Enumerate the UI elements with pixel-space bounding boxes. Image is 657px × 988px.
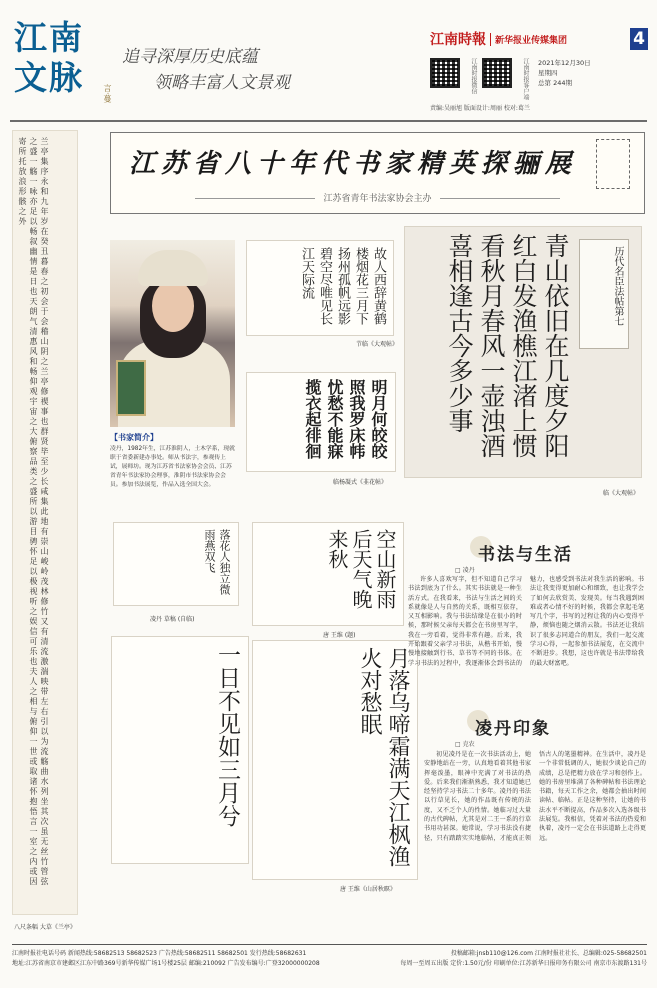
portrait-hat [138, 250, 208, 286]
app-qr-code-icon[interactable] [482, 58, 512, 88]
artwork-1-calligraphy: 故人西辞黄鹤楼烟花三月下扬州孤帆远影碧空尽唯见长江天际流 [299, 247, 386, 325]
artwork-3[interactable] [404, 226, 642, 478]
slogan-line-1: 追寻深厚历史底蕴 [122, 47, 258, 67]
artwork-3-calligraphy: 青山依旧在几度夕阳红白发渔樵江渚上惯看秋月春风一壶浊酒喜相逢古今多少事 [445, 233, 570, 458]
artwork-4-calligraphy: 落花人独立微雨燕双飞 [203, 529, 231, 595]
qr-code-row [430, 58, 648, 100]
artwork-3-caption: 临《大观帖》 [603, 490, 640, 497]
artwork-2-caption: 临杨凝式《韭花帖》 [333, 479, 388, 486]
section-subtitle-mark: 言·蔓 [103, 84, 112, 103]
page-footer [12, 944, 647, 969]
masthead-info [430, 28, 648, 112]
article-1-body: 许多人喜欢写字，但不知道自己学习书法到底为了什么。其实书法就是一种生活方式。在我看来，书法与生活之间的关系就像是人与自然的关系，既相互依存，又互相影响。我与书法结缘是在很小的时候，那时候父亲每天都会在书房里写字，我在一旁看着，觉得非常有趣。后来，我开始跟着父亲学习书法，从楷书开始，慢慢地接触到行书、草书等不同的书体。在学习书法的过程中，我逐渐体会到书法的魅力，也感受到书法对我生活的影响。书法让我变得更加耐心和细致，也让我学会了如何去欣赏美、发现美。每当我遇到困难或者心情不好的时候，我都会拿起毛笔写几个字，书写的过程让我的内心变得平静，烦恼也随之烟消云散。书法还让我结识了很多志同道合的朋友，我们一起交流学习心得，一起参加书法展览，在交流中不断进步。我想，这也许就是书法带给我的最大财富吧。 [408, 576, 644, 667]
article-2-title: 凌丹印象 [475, 714, 551, 739]
artist-intro [110, 432, 237, 502]
footer-row-1 [12, 949, 647, 959]
wechat-qr-code-icon[interactable] [430, 58, 460, 88]
article-2-body: 初见凌丹是在一次书法活动上，她安静地站在一旁，认真地看着其他书家挥毫泼墨，眼神中充满了对书法的热爱。后来我们渐渐熟悉，我才知道她已经坚持学习书法二十多年。凌丹的书法以行草见长，她的作品既有传统的法度，又不乏个人的性情。她临习过大量的古代碑帖，尤其是对二王一系的行草书用功甚深。她常说，学习书法没有捷径，只有踏踏实实地临帖，才能真正领悟古人的笔墨精神。在生活中，凌丹是一个非常低调的人，她很少谈论自己的成绩，总是把精力放在学习和创作上。她的书房里堆满了各种碑帖和书法理论书籍，每天工作之余，她都会抽出时间读帖、临帖。正是这种坚持，让她的书法水平不断提高，作品多次入选各级书法展览。我相信，凭着对书法的热爱和执着，凌丹一定会在书法道路上走得更远。 [424, 751, 646, 842]
artwork-2-calligraphy: 明月何皎皎照我罗床帏忧愁不能寐揽衣起徘徊 [303, 379, 388, 459]
paper-name-row [430, 28, 648, 50]
scroll-caption: 八尺条幅 大草《兰亭》 [14, 924, 76, 931]
artwork-4[interactable] [113, 522, 239, 606]
artwork-3-inscription: 历代名臣法帖第七 [579, 239, 629, 349]
issue-number: 总第 244期 [538, 79, 572, 87]
footer-email-editor: 投稿邮箱:jnsb110@126.com 江南时报社社长、总编辑:025-58682501 [450, 950, 647, 957]
artwork-5[interactable] [252, 522, 404, 626]
slogan-line-2: 领略丰富人文景观 [154, 73, 290, 93]
section-title-logo: 江南文脉 [14, 18, 84, 97]
artwork-4-caption: 凌丹 草稿 (自临) [150, 616, 195, 623]
artwork-6-calligraphy: 一日不见如三月兮 [214, 643, 240, 827]
media-group-logo[interactable]: 新华报业传媒集团 [490, 33, 567, 46]
exhibition-banner [110, 132, 645, 214]
issue-weekday: 星期四 [538, 69, 558, 77]
artwork-7[interactable] [252, 640, 418, 880]
masthead [0, 0, 657, 118]
footer-address: 地址:江苏省南京市建邺区江东中路369号新华传媒广场1号楼25层 邮编:210092 广告发布编号:广登32000000208 [12, 960, 320, 967]
artwork-1[interactable] [246, 240, 394, 336]
scroll-calligraphy-text: 兰亭集序永和九年岁在癸丑暮春之初会于会稽山阴之兰亭修禊事也群贤毕至少长咸集此地有崇山峻岭茂林修竹又有清流激湍映带左右引以为流觞曲水列坐其次虽无丝竹管弦之盛一觞一咏亦足以畅叙幽情是日也天朗气清惠风和畅仰观宇宙之大俯察品类之盛所以游目骋怀足以极视听之娱信可乐也夫人之相与俯仰一世或取诸怀抱悟言一室之内或因寄所托放浪形骸之外 [18, 137, 49, 887]
portrait-book [116, 360, 146, 416]
artwork-5-calligraphy: 空山新雨后天气晚来秋 [325, 529, 397, 609]
portrait-face [152, 280, 194, 332]
page-number-badge: 4 [630, 28, 648, 50]
editor-credits: 责编:吴丽旭 版面设计:周丽 校对:葛兰 [430, 105, 530, 112]
wechat-qr-caption: 江南时报微信 [470, 58, 477, 94]
newspaper-logo[interactable]: 江南時報 [430, 32, 486, 48]
issue-info [538, 58, 591, 88]
section-slogan [122, 44, 290, 96]
artwork-5-caption: 唐 王维 (题) [323, 632, 356, 639]
app-qr-caption: 江南时报客户端 [522, 58, 529, 100]
article-1-byline: □ 凌丹 [455, 567, 475, 574]
artist-intro-heading: 【书家简介】 [110, 433, 158, 442]
exhibition-title: 江苏省八十年代书家精英探骊展 [129, 149, 578, 179]
issue-date: 2021年12月30日 [538, 59, 591, 67]
artwork-7-calligraphy: 月落乌啼霜满天江枫渔火对愁眠 [357, 647, 410, 867]
article-1-title: 书法与生活 [478, 540, 573, 565]
calligraphy-scroll[interactable] [12, 130, 78, 915]
artwork-6[interactable] [111, 636, 249, 864]
exhibition-organizer: 江苏省青年书法家协会主办 [111, 191, 644, 204]
artist-seal-signature [596, 139, 630, 189]
footer-row-2 [12, 959, 647, 969]
footer-publishing-info: 每周一至周五出版 定价:1.50元/份 印刷单位:江苏新华日报印务有限公司 南京市东渡路131号 [400, 960, 647, 967]
footer-hotlines: 江南时报社电话号码 新闻热线:58682513 58682523 广告热线:58682511 58682501 发行热线:58682631 [12, 950, 307, 957]
artwork-7-caption: 唐 王维《山居秋暝》 [340, 886, 396, 893]
artist-intro-text: 凌丹，1982年生，江苏淮阴人，土木学系，现就职于省委新建办事处。师从书法字，参观传上试，展师坊。现为江苏省书法家协会会员、江苏省青年书法家协会理事，淮阴市书法家协会会员。参加书法展览，作品入选全国大会。 [110, 446, 235, 488]
artwork-1-caption: 节临《大观帖》 [356, 341, 399, 348]
artwork-2[interactable] [246, 372, 396, 472]
article-2-byline: □ 克农 [455, 741, 475, 748]
artist-portrait-photo[interactable] [110, 240, 235, 427]
masthead-divider [10, 120, 647, 122]
